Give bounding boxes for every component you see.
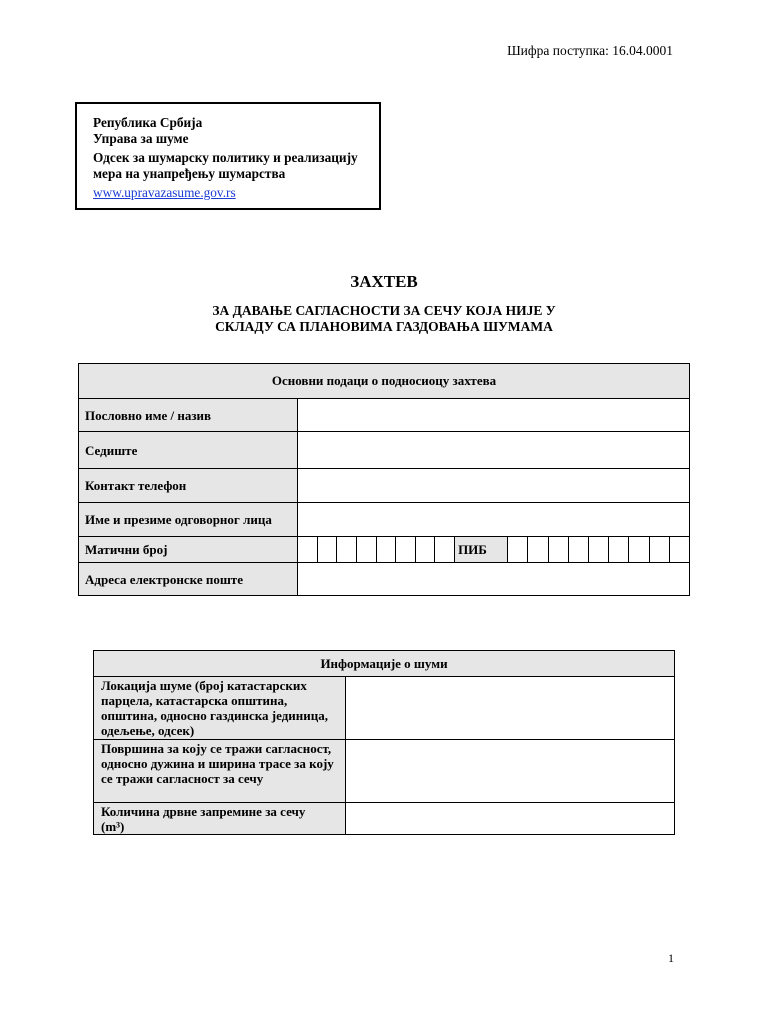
registration-number-label: Матични број [79, 537, 298, 563]
tax-id-digit[interactable] [629, 537, 649, 563]
business-name-field[interactable] [298, 399, 690, 432]
tax-id-digit[interactable] [669, 537, 689, 563]
registration-number-digit[interactable] [337, 537, 357, 563]
tax-id-digit[interactable] [649, 537, 669, 563]
registration-number-digit[interactable] [415, 537, 435, 563]
tax-id-digit[interactable] [609, 537, 629, 563]
forest-table [93, 650, 675, 835]
subtitle-line-2: СКЛАДУ СА ПЛАНОВИМА ГАЗДОВАЊА ШУМАМА [215, 319, 553, 334]
seat-field[interactable] [298, 432, 690, 469]
applicant-table-heading: Основни подаци о подносиоцу захтева [79, 364, 690, 399]
wood-volume-label [94, 803, 346, 835]
header-line-department-1: Одсек за шумарску политику и реализацију [93, 150, 358, 165]
tax-id-digit[interactable] [528, 537, 548, 563]
registration-number-digit[interactable] [357, 537, 377, 563]
responsible-person-label: Име и презиме одговорног лица [79, 503, 298, 537]
email-label: Адреса електронске поште [79, 563, 298, 596]
email-field[interactable] [298, 563, 690, 596]
phone-field[interactable] [298, 469, 690, 503]
procedure-code: Шифра поступка: 16.04.0001 [507, 43, 673, 58]
header-line-directorate: Управа за шуме [93, 130, 189, 146]
tax-id-label: ПИБ [455, 537, 508, 563]
registration-number-digit[interactable] [298, 537, 318, 563]
phone-label: Контакт телефон [79, 469, 298, 503]
registration-number-digit[interactable] [435, 537, 455, 563]
responsible-person-field[interactable] [298, 503, 690, 537]
header-line-republic: Република Србија [93, 115, 203, 130]
forest-table-heading: Информације о шуми [94, 651, 675, 677]
subtitle-line-1: ЗА ДАВАЊЕ САГЛАСНОСТИ ЗА СЕЧУ КОЈА НИЈЕ У [212, 303, 556, 318]
registration-number-digit[interactable] [396, 537, 416, 563]
wood-volume-unit: (m³) [101, 819, 125, 834]
tax-id-digit[interactable] [588, 537, 608, 563]
registration-number-digit[interactable] [317, 537, 337, 563]
forest-location-field[interactable] [345, 677, 674, 740]
header-line-department-2: мера на унапређењу шумарства [93, 165, 286, 181]
institution-box [75, 102, 381, 210]
tax-id-digit[interactable] [548, 537, 568, 563]
page-number: 1 [668, 951, 674, 965]
applicant-table [78, 363, 690, 596]
wood-volume-field[interactable] [345, 803, 674, 835]
registration-number-digit[interactable] [376, 537, 396, 563]
document-subtitle [0, 303, 768, 335]
website-link[interactable]: www.upravazasume.gov.rs [93, 185, 236, 200]
tax-id-digit[interactable] [568, 537, 588, 563]
wood-volume-text: Количина дрвне запремине за сечу [101, 804, 306, 819]
forest-area-field[interactable] [345, 740, 674, 803]
seat-label: Седиште [79, 432, 298, 469]
business-name-label: Пословно име / назив [79, 399, 298, 432]
document-title: ЗАХТЕВ [350, 272, 418, 291]
forest-location-label: Локација шуме (број катастарских парцела, катастарска општина, општина, односно газдинска јединица, одељење, одсек) [94, 677, 346, 740]
tax-id-digit[interactable] [508, 537, 528, 563]
forest-area-label: Површина за коју се тражи сагласност, односно дужина и ширина трасе за коју се тражи сагласност за сечу [94, 740, 346, 803]
